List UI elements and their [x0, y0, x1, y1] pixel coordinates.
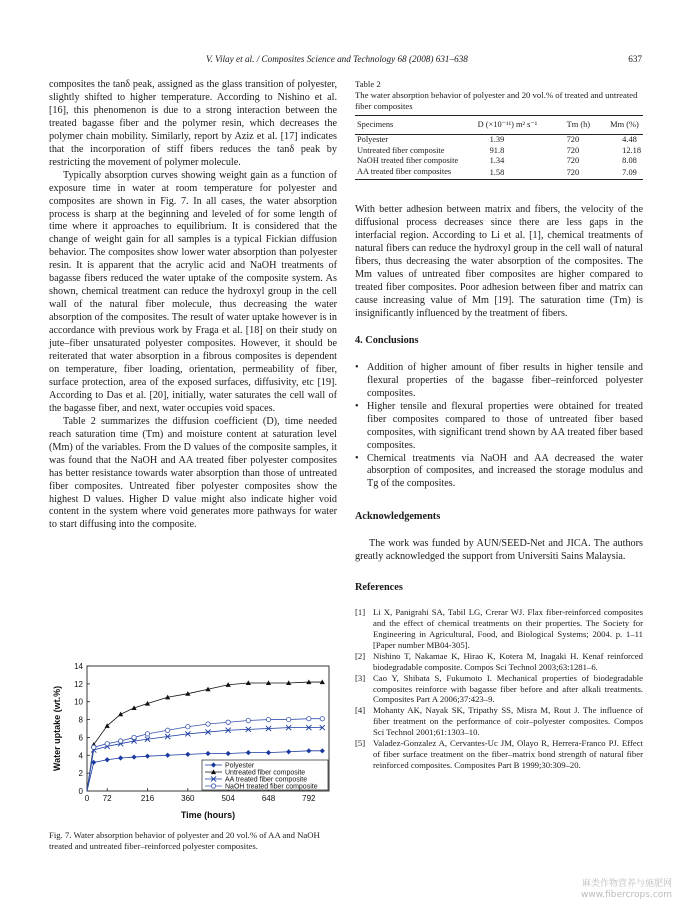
- data-point: [186, 725, 190, 729]
- data-point: [145, 732, 149, 736]
- data-point: [132, 735, 136, 739]
- reference-item: [355, 705, 643, 738]
- table-cell: 1.58: [489, 167, 505, 177]
- data-point: [118, 739, 122, 743]
- list-item-text: Chemical treatments via NaOH and AA decreased the water absorption of composites, and increased the storage modulus and Tg of the composites.: [367, 452, 643, 490]
- y-tick-label: 0: [78, 787, 83, 796]
- table-row: [355, 167, 643, 180]
- legend-label: AA treated fiber composite: [225, 776, 308, 784]
- y-tick-label: 4: [78, 751, 83, 761]
- data-point: [92, 745, 96, 749]
- data-point: [205, 751, 210, 756]
- table-cell: 7.09: [622, 167, 637, 177]
- figure-caption: Fig. 7. Water absorption behavior of polyester and 20 vol.% of AA and NaOH treated and untreated fiber–reinforced polyester composites.: [49, 830, 320, 851]
- reference-item: [355, 738, 643, 771]
- data-point: [286, 749, 291, 754]
- paragraph: With better adhesion between matrix and fibers, the velocity of the diffusional process decreases since there are less gaps in the interfacial region. According to Li et al. [1], chemical treatments of natural fibers can reduce the hydroxyl group in the cell wall of natural fibers, thus decreasing the water absorption of the composites. The Mm values of untreated fiber composites are higher compared to treated fiber composites. Poor adhesion between fiber and matrix can cause increasing value of Mm [19]. The saturation time (Tm) is insignificantly influenced by the treatment of fibers.: [355, 204, 643, 319]
- y-tick-label: 12: [74, 679, 83, 689]
- data-point: [246, 718, 250, 722]
- data-point: [226, 751, 231, 756]
- legend-label: NaOH treated fiber composite: [225, 783, 318, 791]
- table-cell: 91.8: [489, 145, 505, 155]
- column-header: Mm (%): [610, 120, 639, 129]
- reference-text: Mohanty AK, Nayak SK, Tripathy SS, Misra M, Rout J. The influence of fiber treatment on the performance of coir–polyester composites. Compos Sci Technol 2001;61:1303–10.: [373, 705, 643, 738]
- watermark: [581, 879, 672, 901]
- reference-number: [2]: [355, 650, 366, 661]
- reference-item: [355, 607, 643, 651]
- left-column: [49, 79, 337, 532]
- section-heading: 4. Conclusions: [355, 334, 419, 346]
- data-point: [185, 752, 190, 757]
- y-tick-label: 2: [78, 769, 83, 779]
- table-caption: The water absorption behavior of polyester and 20 vol.% of treated and untreated fiber composites: [355, 90, 638, 111]
- paragraph: Table 2 summarizes the diffusion coefficient (D), time needed reach saturation time (Tm) and moisture content at saturation level (Mm) of the variables. From the D values of the composite samples, it was found that the NaOH and AA treated fiber polyester composites has better resistance towards water absorption than those of untreated fiber composites. Untreated fiber polyester composites show the highest D values. Higher D value might also indicate higher void content in the system where void generates more pathways for water to start diffusing into the composite.: [49, 415, 337, 531]
- data-table: [355, 115, 643, 180]
- legend-label: Untreated fiber composite: [225, 769, 306, 777]
- y-tick-label: 6: [78, 733, 83, 743]
- watermark-line: www.fibercrops.com: [581, 890, 672, 900]
- bullet-icon: •: [355, 452, 359, 464]
- x-tick-label: 504: [221, 794, 235, 803]
- table-cell: 720: [566, 134, 580, 144]
- list-item-text: Addition of higher amount of fiber results in higher tensile and flexural properties of the bagasse fiber–reinforced polyester composites.: [367, 361, 643, 399]
- x-tick-label: 360: [181, 794, 195, 803]
- reference-item: [355, 651, 643, 673]
- data-point: [206, 722, 210, 726]
- table-cell: 8.08: [622, 156, 637, 166]
- table-cell: 720: [566, 167, 580, 177]
- data-point: [266, 717, 270, 721]
- x-axis-label: Time (hours): [180, 810, 236, 820]
- reference-text: Valadez-Gonzalez A, Cervantes-Uc JM, Olayo R, Herrera-Franco PJ. Effect of fiber surface treatment on the fiber–matrix bond strength of natural fiber reinforced composites. Composites Part B 1999;30:309–20.: [373, 738, 643, 770]
- paragraph: The work was funded by AUN/SEED-Net and JICA. The authors greatly acknowledged the support from Universiti Sains Malaysia.: [355, 538, 643, 563]
- table-cell: 1.34: [489, 156, 505, 166]
- legend-label: Polyester: [225, 762, 255, 770]
- x-tick-label: 216: [140, 794, 155, 803]
- data-point: [266, 750, 271, 755]
- data-point: [226, 720, 230, 724]
- y-tick-label: 10: [74, 697, 83, 707]
- table-row: [355, 156, 643, 167]
- data-point: [320, 716, 324, 720]
- table-cell: 720: [566, 145, 580, 155]
- table-cell: Polyester: [357, 134, 389, 144]
- x-tick-label: 0: [84, 794, 90, 803]
- right-column: [355, 79, 643, 771]
- reference-list: [355, 607, 643, 771]
- section-heading: References: [355, 582, 403, 594]
- reference-number: [5]: [355, 738, 366, 749]
- data-point: [105, 757, 110, 762]
- paragraph: composites the tanδ peak, assigned as the glass transition of polyester, slightly shifted to higher temperature. According to Nishino et al. [16], this phenomenon is due to a strong interaction between the treated bagasse fiber and the polymer resin, which decreases the polymer chain mobility. Similarly, report by Aziz et al. [17] indicates that the incorporation of stiff fibers reduces the tanδ peak by restricting the movement of polymer molecule.: [49, 79, 337, 168]
- reference-text: Nishino T, Nakamae K, Hirao K, Kotera M, Inagaki H. Kenaf reinforced biodegradable composite. Compos Sci Technol 2003;63:1281–6.: [373, 650, 643, 672]
- x-tick-label: 792: [302, 794, 316, 803]
- data-point: [145, 754, 150, 759]
- data-point: [307, 716, 311, 720]
- watermark-line: 麻类作物营养与施肥网: [581, 879, 672, 889]
- legend-marker: [211, 784, 215, 788]
- list-item-text: Higher tensile and flexural properties were obtained for treated fiber composites compared to those of untreated fiber based composites, with significant trend shown by AA treated fiber based composites.: [367, 400, 643, 451]
- data-point: [165, 753, 170, 758]
- bullet-icon: •: [355, 361, 359, 373]
- table-cell: 720: [566, 156, 580, 166]
- reference-text: Li X, Panigrahi SA, Tabil LG, Crerar WJ. Flax fiber-reinforced composites and the effect of chemical treatments on their properties. The Society for Engineering in Agricultural, Food, and Biological Systems; 2004. p. 1–11 [Paper number MB04-305].: [373, 607, 643, 650]
- x-tick-label: 72: [102, 794, 112, 803]
- bullet-icon: •: [355, 400, 359, 412]
- data-point: [165, 728, 169, 732]
- data-point: [105, 741, 109, 745]
- data-point: [118, 712, 123, 717]
- table-row: [355, 146, 643, 157]
- table-cell: AA treated fiber composites: [357, 166, 452, 176]
- y-tick-label: 8: [78, 715, 83, 725]
- reference-number: [1]: [355, 607, 366, 618]
- data-point: [320, 748, 325, 753]
- data-point: [131, 754, 136, 759]
- column-header: Specimens: [357, 120, 394, 129]
- page-number: 637: [628, 54, 642, 64]
- reference-item: [355, 673, 643, 706]
- reference-number: [4]: [355, 705, 366, 716]
- list-item: [355, 401, 643, 453]
- data-point: [246, 750, 251, 755]
- reference-number: [3]: [355, 672, 366, 683]
- table-cell: 4.48: [622, 134, 637, 144]
- list-item: [355, 362, 643, 401]
- column-header: D (×10⁻¹¹) m² s⁻¹: [477, 120, 538, 129]
- running-head: V. Vilay et al. / Composites Science and Technology 68 (2008) 631–638: [206, 54, 468, 64]
- table-cell: NaOH treated fiber composite: [357, 156, 459, 166]
- paragraph: Typically absorption curves showing weight gain as a function of exposure time in water at room temperature for polyester and composites are shown in Fig. 7. In all cases, the water absorption process is sharp at the beginning and leveled of for some length of time where it approaches to equilibrium. It is considered that the change of weight gain for all samples is a typical Fickian diffusion behavior. The composites show lower water absorption than polyester resin. It is apparent that the acrylic acid and NaOH treatments of bagasse fibers reduced the water uptake of the composite system. As shown, chemical treatment can reduce the hydroxyl group in the cell wall of the natural fiber molecule, thus decreasing the water absorption of the composites. The result of water uptake however is in accordance with previous work by Fraga et al. [18] on their study on jute–fiber unsaturated polyester composites. However, it should be reiterated that water absorption in a fibrous composites is dependent on temperature, fiber loading, orientation, permeability of fiber, surface protection, area of the exposed surfaces, diffusivity, etc [19]. According to Das et al. [20], initially, water saturates the cell wall of the bagasse fiber, and next, water occupies void spaces.: [49, 169, 337, 414]
- x-tick-label: 648: [261, 794, 276, 803]
- list-item: [355, 453, 643, 492]
- table-cell: 12.18: [622, 145, 641, 155]
- data-point: [118, 755, 123, 760]
- reference-text: Cao Y, Shibata S, Fukumoto I. Mechanical properties of biodegradable composites reinforce with bagasse fiber before and after alkali treatments. Composites Part A 2006;37:423–9.: [373, 672, 643, 705]
- conclusions-list: [355, 362, 643, 492]
- table-cell: 1.39: [489, 134, 505, 144]
- water-uptake-chart: [49, 660, 337, 828]
- figure-7: [49, 660, 337, 828]
- table-row: [355, 134, 643, 145]
- y-axis-label: Water uptake (wt.%): [52, 685, 62, 772]
- table-header-row: [355, 116, 643, 135]
- data-point: [306, 748, 311, 753]
- data-point: [286, 717, 290, 721]
- section-heading: Acknowledgements: [355, 511, 441, 523]
- y-tick-label: 14: [74, 662, 83, 671]
- table-cell: Untreated fiber composite: [357, 145, 445, 155]
- table-label: Table 2: [355, 79, 381, 89]
- column-header: Tm (h): [566, 120, 591, 129]
